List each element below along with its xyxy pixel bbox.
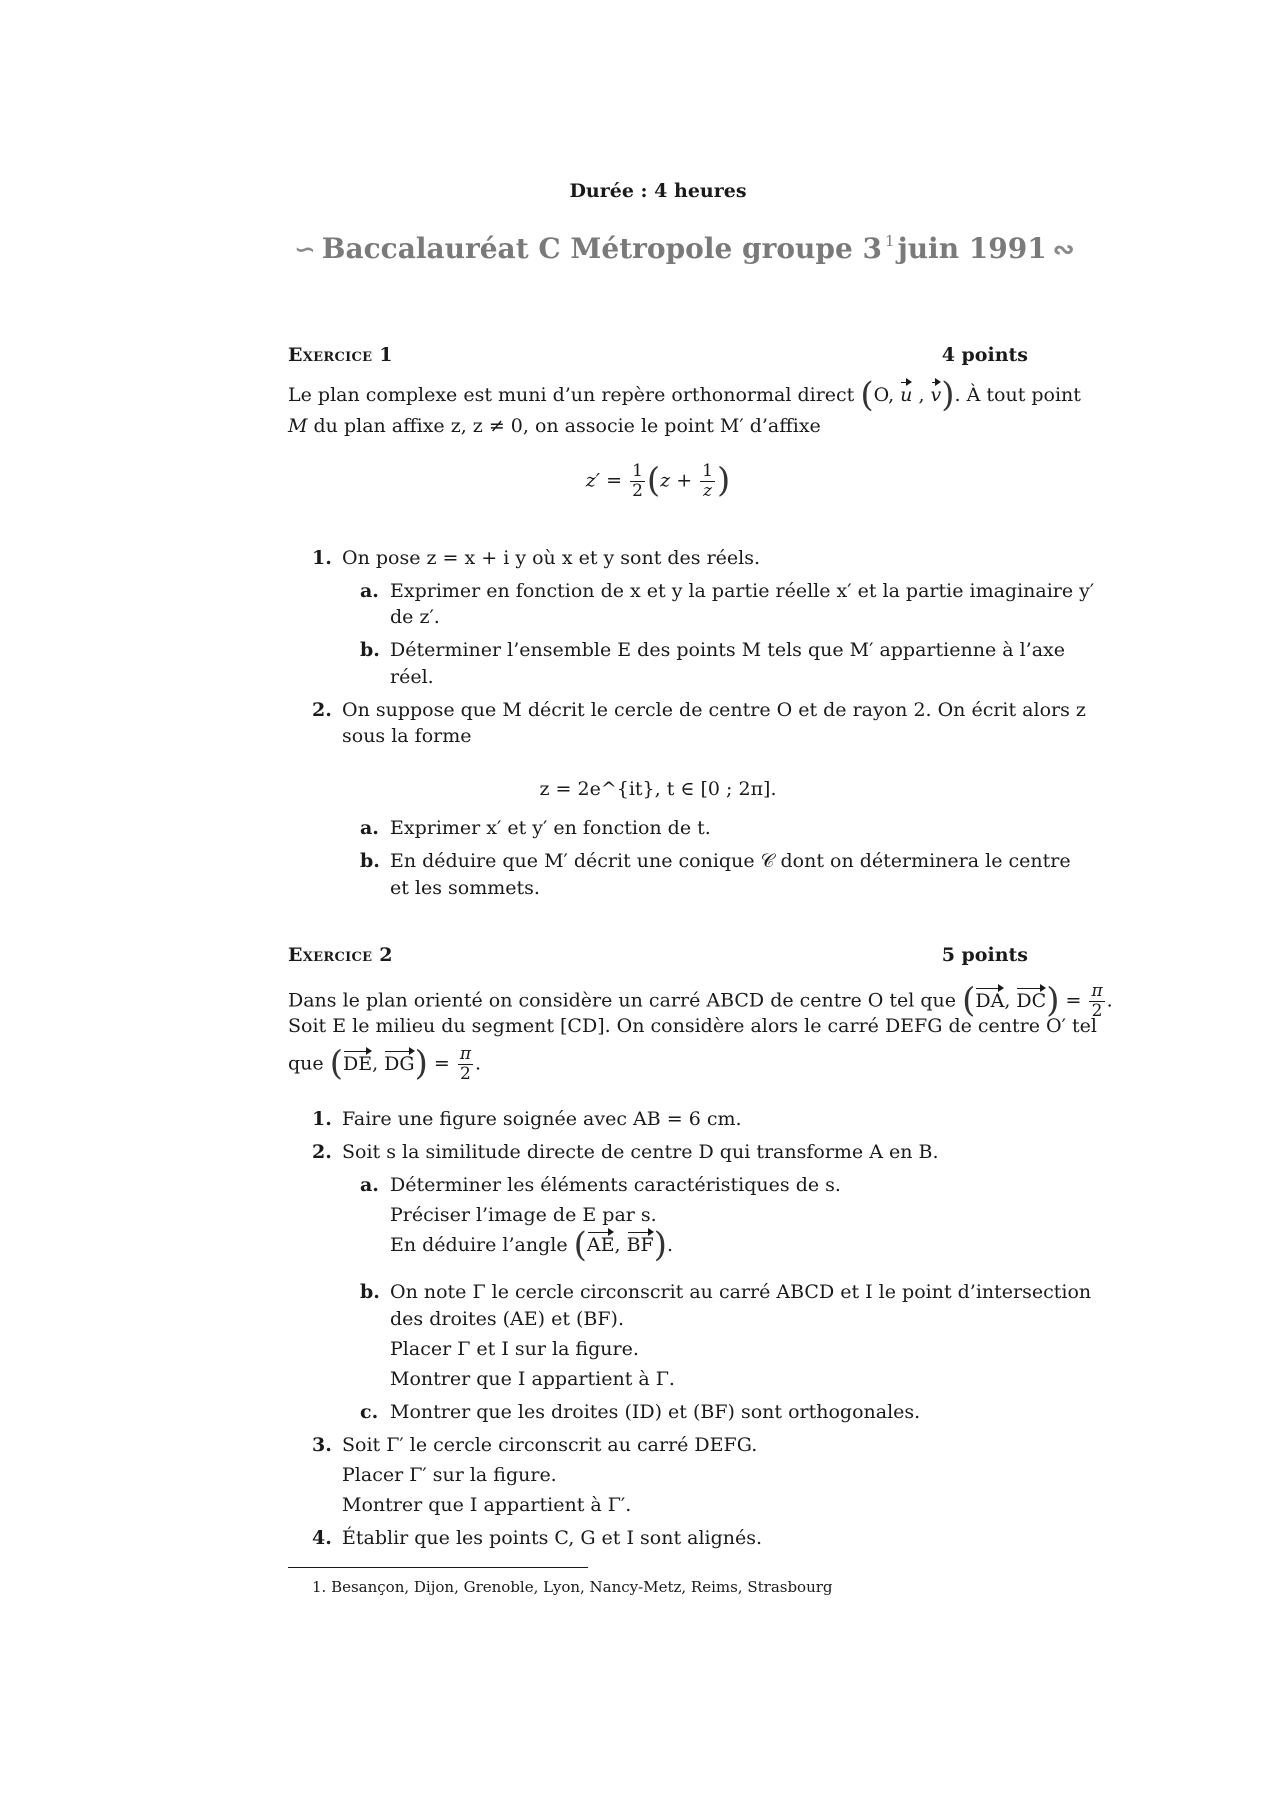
ex1-formula: z′ = $\frac{1}{2}$ (z + $\frac{1}{z}$ ) xyxy=(585,460,731,501)
ornament-left-icon: ∽ xyxy=(294,235,316,265)
vector-u: u xyxy=(900,382,912,409)
exercise-1-title: Exercice 1 xyxy=(288,344,393,366)
ex1-intro-text-2: du plan affixe z, z ≠ 0, on associe le point M′ d’affixe xyxy=(313,415,821,437)
ex2-q3-line1: Soit Γ′ le cercle circonscrit au carré DEFG. xyxy=(342,1434,758,1456)
ex2-q2b-line2: des droites (AE) et (BF). xyxy=(390,1308,625,1330)
ex2-q3-number: 3. xyxy=(312,1434,332,1456)
ex1-q2a: Exprimer x′ et y′ en fonction de t. xyxy=(390,817,711,839)
ex2-q2a-line3: En déduire l’angle (AE, BF). xyxy=(390,1225,674,1265)
ex1-q1: On pose z = x + i y où x et y sont des réels. xyxy=(342,547,760,569)
ex1-q2-line1: On suppose que M décrit le cercle de centre O et de rayon 2. On écrit alors z xyxy=(342,699,1086,721)
ex2-q2a-line1: Déterminer les éléments caractéristiques de s. xyxy=(390,1174,841,1196)
ex2-q2c-letter: c. xyxy=(360,1401,379,1423)
ex2-q2b-line4: Montrer que I appartient à Γ. xyxy=(390,1368,675,1390)
ex2-intro-line1: Dans le plan orienté on considère un carré ABCD de centre O tel que (DA, DC) = $\frac{\pi}{2}$ . xyxy=(288,980,1113,1021)
ex1-q2b-line1: En déduire que M′ décrit une conique 𝒞 dont on déterminera le centre xyxy=(390,850,1071,872)
ex2-intro-line2: Soit E le milieu du segment [CD]. On considère alors le carré DEFG de centre O′ tel xyxy=(288,1015,1097,1037)
ex1-q1-number: 1. xyxy=(312,547,332,569)
formula-lhs: z′ = xyxy=(585,469,623,492)
ex2-q2-number: 2. xyxy=(312,1141,332,1163)
ex2-q4: Établir que les points C, G et I sont alignés. xyxy=(342,1527,763,1549)
ex2-q1: Faire une figure soignée avec AB = 6 cm. xyxy=(342,1108,742,1130)
footnote-mark: 1 xyxy=(885,232,895,250)
ex1-intro-text-a: Le plan complexe est muni d’un repère orthonormal direct xyxy=(288,384,855,406)
ex1-intro-text-b: . À tout point xyxy=(954,384,1081,406)
ex2-q2b-letter: b. xyxy=(360,1281,380,1303)
ex1-q1b-letter: b. xyxy=(360,639,380,661)
ex1-q2-line2: sous la forme xyxy=(342,725,472,747)
ex2-q2a-text-3: En déduire l’angle xyxy=(390,1234,568,1256)
ex2-q3-line2: Placer Γ′ sur la figure. xyxy=(342,1464,557,1486)
document-title xyxy=(288,228,1075,265)
ex2-q2b-line1: On note Γ le cercle circonscrit au carré ABCD et I le point d’intersection xyxy=(390,1281,1092,1303)
ex2-intro-line3: que (DE, DG) = $\frac{\pi}{2}$ . xyxy=(288,1043,482,1084)
ex1-q2b-letter: b. xyxy=(360,850,380,872)
ex2-q1-number: 1. xyxy=(312,1108,332,1130)
ex2-q2b-line3: Placer Γ et I sur la figure. xyxy=(390,1338,639,1360)
vector-v: v xyxy=(931,382,942,409)
exercise-1-header xyxy=(288,342,1028,370)
duration: Durée : 4 heures xyxy=(569,180,747,202)
ornament-right-icon: ∾ xyxy=(1052,235,1075,265)
exercise-1-points: 4 points xyxy=(941,344,1028,366)
ex1-q1a-line2: de z′. xyxy=(390,606,440,628)
exercise-2-points: 5 points xyxy=(941,944,1028,966)
ex2-q3-line3: Montrer que I appartient à Γ′. xyxy=(342,1494,632,1516)
ex2-q2a-letter: a. xyxy=(360,1174,379,1196)
ex1-formula-2: z = 2e^{it}, t ∈ [0 ; 2π]. xyxy=(539,778,777,800)
exercise-2-header xyxy=(288,942,1028,970)
ex1-q2-number: 2. xyxy=(312,699,332,721)
ex2-q2c: Montrer que les droites (ID) et (BF) sont orthogonales. xyxy=(390,1401,921,1423)
ex1-intro-line1: Le plan complexe est muni d’un repère orthonormal direct (O, u , v). À tout point xyxy=(288,375,1081,415)
ex2-intro-text-3: que xyxy=(288,1052,324,1075)
ex1-intro-line2: M du plan affixe z, z ≠ 0, on associe le point M′ d’affixe xyxy=(288,415,821,437)
ex1-q1b-line1: Déterminer l’ensemble E des points M tels que M′ appartienne à l’axe xyxy=(390,639,1065,661)
ex1-q2a-letter: a. xyxy=(360,817,379,839)
footnote-rule xyxy=(288,1567,588,1568)
ex1-q1a-letter: a. xyxy=(360,580,379,602)
exercise-2-title: Exercice 2 xyxy=(288,944,393,966)
ex2-q4-number: 4. xyxy=(312,1527,332,1549)
ex1-q1a-line1: Exprimer en fonction de x et y la partie réelle x′ et la partie imaginaire y′ xyxy=(390,580,1095,602)
ex1-q2b-line2: et les sommets. xyxy=(390,877,540,899)
ex1-q1b-line2: réel. xyxy=(390,666,434,688)
footnote: 1. Besançon, Dijon, Grenoble, Lyon, Nancy-Metz, Reims, Strasbourg xyxy=(312,1578,833,1596)
ex2-intro-text-1: Dans le plan orienté on considère un carré ABCD de centre O tel que xyxy=(288,989,957,1012)
ex2-q2a-line2: Préciser l’image de E par s. xyxy=(390,1204,657,1226)
title-text: Baccalauréat C Métropole groupe 3 xyxy=(321,232,883,265)
title-date: juin 1991 xyxy=(897,232,1047,265)
ex2-q2: Soit s la similitude directe de centre D qui transforme A en B. xyxy=(342,1141,939,1163)
